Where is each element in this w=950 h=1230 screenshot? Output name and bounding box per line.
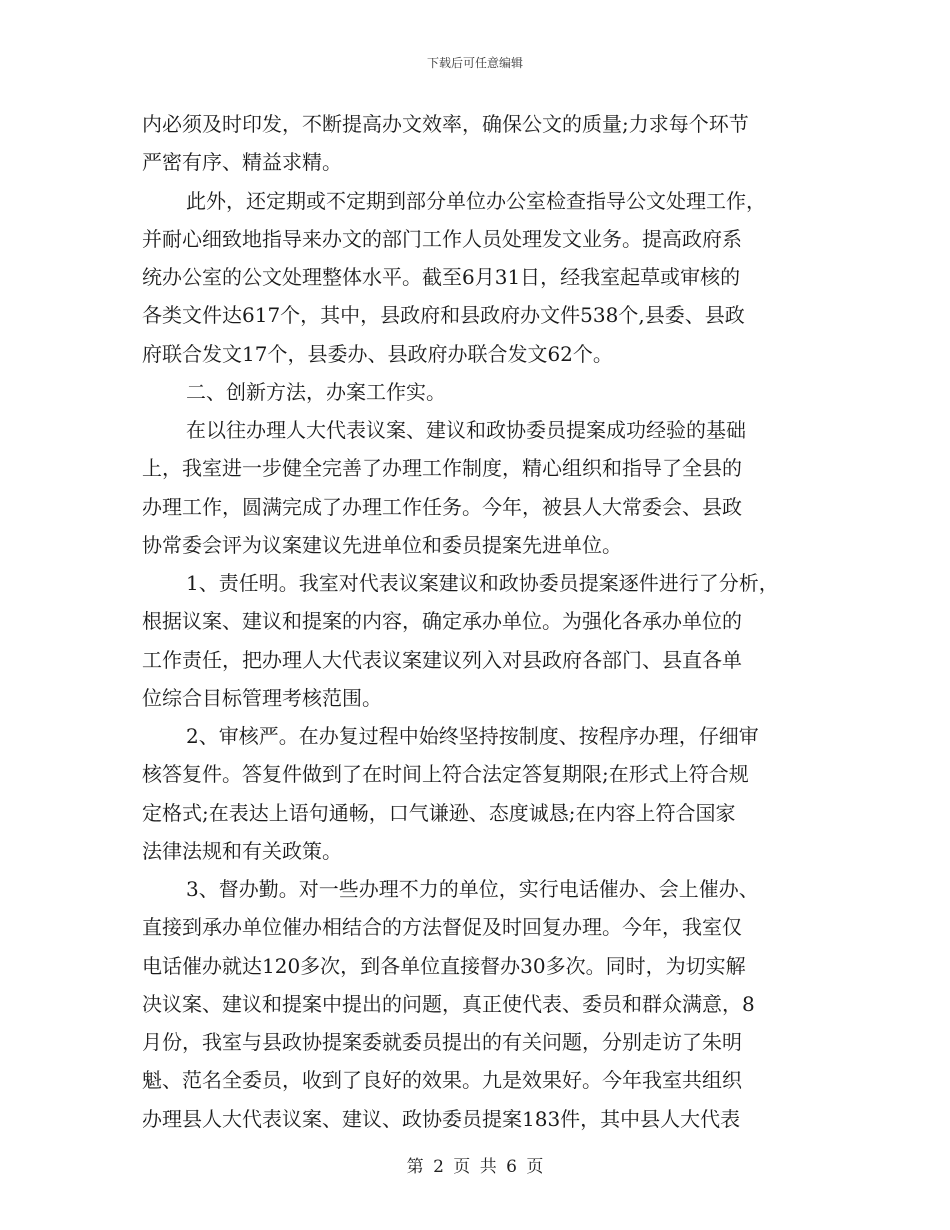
text-line: 2、审核严。在办复过程中始终坚持按制度、按程序办理，仔细审	[186, 724, 759, 748]
text-line: 上，我室进一步健全完善了办理工作制度，精心组织和指导了全县的	[142, 456, 742, 481]
text-line: 内必须及时印发，不断提高办文效率，确保公文的质量;力求每个环节	[142, 112, 749, 136]
page-header: 下载后可任意编辑	[426, 56, 523, 70]
text-line: 严密有序、精益求精。	[142, 150, 342, 175]
text-line: 工作责任，把办理人大代表议案建议列入对县政府各部门、县直各单	[142, 647, 742, 672]
text-line: 协常委会评为议案建议先进单位和委员提案先进单位。	[142, 532, 622, 557]
paragraph	[142, 870, 817, 1138]
text-line: 府联合发文17个，县委办、县政府办联合发文62个。	[142, 341, 613, 366]
text-line: 统办公室的公文处理整体水平。截至6月31日，经我室起草或审核的	[142, 265, 741, 289]
text-line: 决议案、建议和提案中提出的问题，真正使代表、委员和群众满意，8	[142, 991, 755, 1016]
text-line: 直接到承办单位催办相结合的方法督促及时回复办理。今年，我室仅	[142, 915, 742, 940]
text-line: 在以往办理人大代表议案、建议和政协委员提案成功经验的基础	[186, 418, 746, 442]
paragraph	[142, 182, 817, 373]
text-line: 1、责任明。我室对代表议案建议和政协委员提案逐件进行了分析，	[186, 571, 779, 595]
text-line: 月份，我室与县政协提案委就委员提出的有关问题，分别走访了朱明	[142, 1030, 742, 1054]
paragraph	[142, 411, 817, 564]
paragraph	[142, 105, 817, 182]
paragraph	[142, 564, 817, 717]
text-line: 电话催办就达120多次，到各单位直接督办30多次。同时，为切实解	[142, 953, 746, 978]
text-line: 法律法规和有关政策。	[142, 838, 342, 863]
text-line: 办理县人大代表议案、建议、政协委员提案183件，其中县人大代表	[142, 1106, 741, 1131]
text-line: 3、督办勤。对一些办理不力的单位，实行电话催办、会上催办、	[186, 877, 759, 901]
text-line: 各类文件达617个，其中，县政府和县政府办文件538个,县委、县政	[142, 303, 745, 328]
paragraph	[142, 717, 817, 870]
page-number-footer: 第 2 页 共 6 页	[406, 1157, 544, 1177]
text-line: 定格式;在表达上语句通畅，口气谦逊、态度诚恳;在内容上符合国家	[142, 800, 736, 825]
text-line: 核答复件。答复件做到了在时间上符合法定答复期限;在形式上符合规	[142, 762, 749, 787]
text-line: 根据议案、建议和提案的内容，确定承办单位。为强化各承办单位的	[142, 609, 742, 634]
text-line: 办理工作，圆满完成了办理工作任务。今年，被县人大常委会、县政	[142, 494, 742, 519]
document-body	[142, 105, 817, 1138]
text-line: 魁、范名全委员，收到了良好的效果。九是效果好。今年我室共组织	[142, 1068, 742, 1093]
paragraph	[142, 373, 817, 411]
text-line: 位综合目标管理考核范围。	[142, 685, 382, 710]
text-line: 二、创新方法，办案工作实。	[186, 379, 446, 404]
text-line: 此外，还定期或不定期到部分单位办公室检查指导公文处理工作，	[186, 188, 766, 213]
text-line: 并耐心细致地指导来办文的部门工作人员处理发文业务。提高政府系	[142, 226, 742, 251]
